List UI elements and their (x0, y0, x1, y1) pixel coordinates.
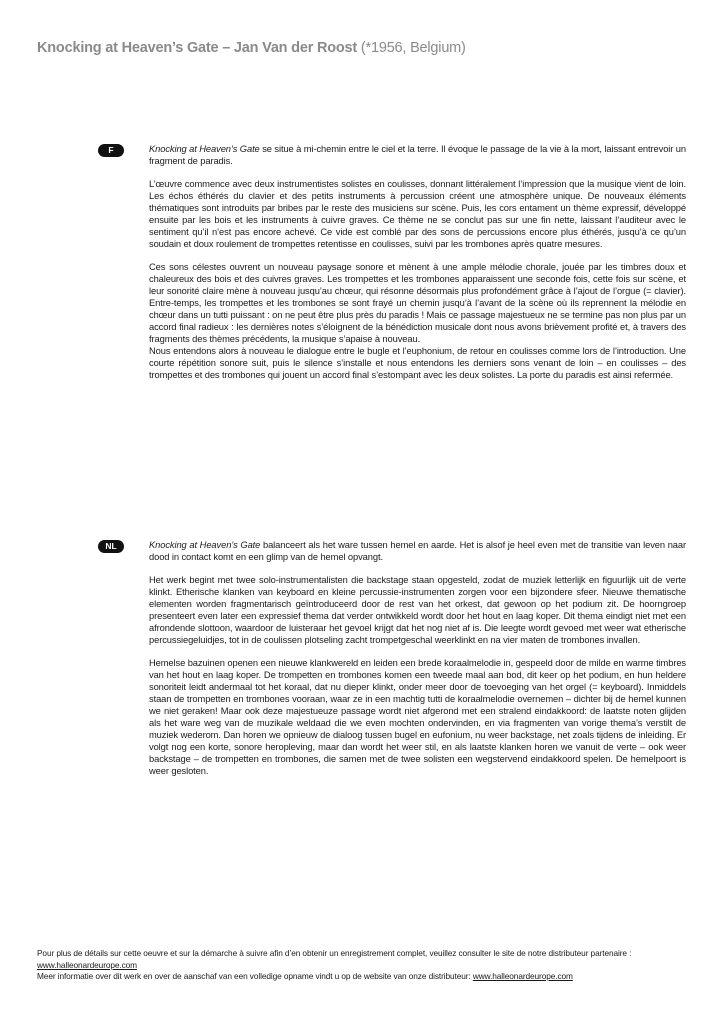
section-body-nl (149, 539, 686, 777)
language-badge-fr: F (98, 144, 124, 157)
page-title (37, 40, 466, 56)
title-text: Knocking at Heaven’s Gate – Jan Van der Roost (37, 40, 358, 56)
section-dutch (100, 539, 686, 788)
section-french (100, 143, 686, 392)
body-paragraph: Ces sons célestes ouvrent un nouveau paysage sonore et mènent à une ample mélodie chorale, jouée par les timbres doux et chaleureux des bois et des cuivres graves. Les trompettes et les trombones apparaissent une seconde fois, cette fois sur scène, et leur sonorité claire mène à nouveau jusqu’au chœur, qui résonne désormais plus profondément grâce à l’ajout de l’orgue (= clavier). Entre-temps, les trompettes et les trombones se sont frayé un chemin jusqu’à l’avant de la scène où ils reprennent la mélodie en chœur dans un tutti puissant : on ne peut être plus près du paradis ! Mais ce passage majestueux ne se termine pas non plus par un accord final radieux : les dernières notes s’éloignent de la bénédiction musicale dont nous avons brièvement profité et, à travers des fragments des thèmes précédents, la musique s’apaise à nouveau. Nous entendons alors à nouveau le dialogue entre le bugle et l’euphonium, de retour en coulisses comme lors de l’introduction. Une courte répétition sonore suit, puis le silence s’installe et nous entendons les derniers sons venant de loin – en coulisses – des trompettes et des trombones qui jouent un accord final s’estompant avec les deux solistes. La porte du paradis est ainsi refermée. (149, 262, 686, 380)
intro-paragraph (149, 143, 686, 167)
language-badge-nl: NL (98, 540, 124, 553)
intro-text: balanceert als het ware tussen hemel en aarde. Het is alsof je heel even met de transitie van leven naar dood in contact komt en een glimp van de hemel opvangt. (149, 540, 687, 562)
distributor-link-nl[interactable]: www.halleonardeurope.com (472, 971, 573, 982)
title-subtitle: (*1956, Belgium) (360, 40, 466, 56)
work-title: Knocking at Heaven’s Gate (149, 144, 260, 154)
footer-text-nl: Meer informatie over dit werk en over de aanschaf van een volledige opname vindt u op de website van onze distributeur: (37, 971, 473, 982)
body-paragraph: Hemelse bazuinen openen een nieuwe klankwereld en leiden een brede koraalmelodie in, gespeeld door de milde en warme timbres van het hout en laag koper. De trompetten en trombones komen een tweede maal aan bod, dit keer op het podium, en hun heldere sonoriteit leidt andermaal tot het koraal, dat nu dieper klinkt, onder meer door de toevoeging van het orgel (= keyboard). Inmiddels staan de trompetten en trombones vooraan, waar ze in een machtig tutti de koraalmelodie overnemen – dichter bij de hemel kunnen we niet geraken! Maar ook deze majestueuze passage wordt niet afgerond met een stralend eindakkoord: de laatste noten glijden als het ware weg van de muzikale weldaad die we even mochten ondervinden, en via fragmenten van vorige thema’s verstilt de muziek wederom. Dan horen we opnieuw de dialoog tussen bugel en eufonium, nu weer backstage, net zoals tijdens de inleiding. Er volgt nog een korte, sonore heropleving, maar dan wordt het weer stil, en als laatste klanken horen we vanuit de verte – ook weer backstage – de trompetten en trombones, die samen met de twee solisten een wegstervend eindakkoord spelen. De hemelpoort is weer gesloten. (149, 658, 686, 776)
intro-paragraph (149, 539, 686, 563)
intro-text: se situe à mi-chemin entre le ciel et la terre. Il évoque le passage de la vie à la mort, laissant entrevoir un fragment de paradis. (149, 144, 686, 166)
section-body-fr (149, 143, 686, 381)
footer-line-nl (37, 971, 687, 983)
footer (37, 948, 687, 983)
footer-line-fr (37, 948, 687, 971)
body-paragraph: Het werk begint met twee solo-instrumentalisten die backstage staan opgesteld, zodat de muziek letterlijk en figuurlijk uit de verte klinkt. Etherische klanken van keyboard en kleine percussie-instrumenten zorgen voor een bijzondere sfeer. Nieuwe thematische elementen worden fragmentarisch geïntroduceerd door de rest van het orkest, dat gewoon op het podium zit. De hoorngroep presenteert even later een expressief thema dat verder ontwikkeld wordt door het hout en laag koper. Dit thema eindigt niet met een afrondende slottoon, waardoor de luisteraar het gevoel krijgt dat het nog niet af is. Die leegte wordt gevoed met weer wat etherische percussiegeluidjes, tot in de coulissen plotseling zacht trompetgeschal weerklinkt en na vier maten de trombones invallen. (149, 575, 686, 645)
footer-text-fr: Pour plus de détails sur cette oeuvre et sur la démarche à suivre afin d’en obtenir un enregistrement complet, veuillez consulter le site de notre distributeur partenaire : (37, 948, 632, 958)
body-paragraph: L’œuvre commence avec deux instrumentistes solistes en coulisses, donnant littéralement l’impression que la musique vient de loin. Les échos éthérés du clavier et des petits instruments à percussion créent une atmosphère unique. De nouveaux éléments thématiques sont introduits par bribes par le reste des musiciens sur scène. Puis, les cors entament un thème expressif, développé ensuite par les bois et les instruments à cuivre graves. Ce thème ne se conclut pas sur une fin nette, laissant l’auditeur avec le sentiment qu’il n’est pas encore achevé. Ce vide est comblé par des sons de percussions encore plus éthérés, jusqu’à ce qu’un soudain et doux roulement de trompettes retentisse en coulisses, suivi par les trombones après quatre mesures. (149, 179, 686, 249)
distributor-link-fr[interactable]: www.halleonardeurope.com (37, 959, 137, 970)
work-title: Knocking at Heaven’s Gate (149, 540, 261, 550)
